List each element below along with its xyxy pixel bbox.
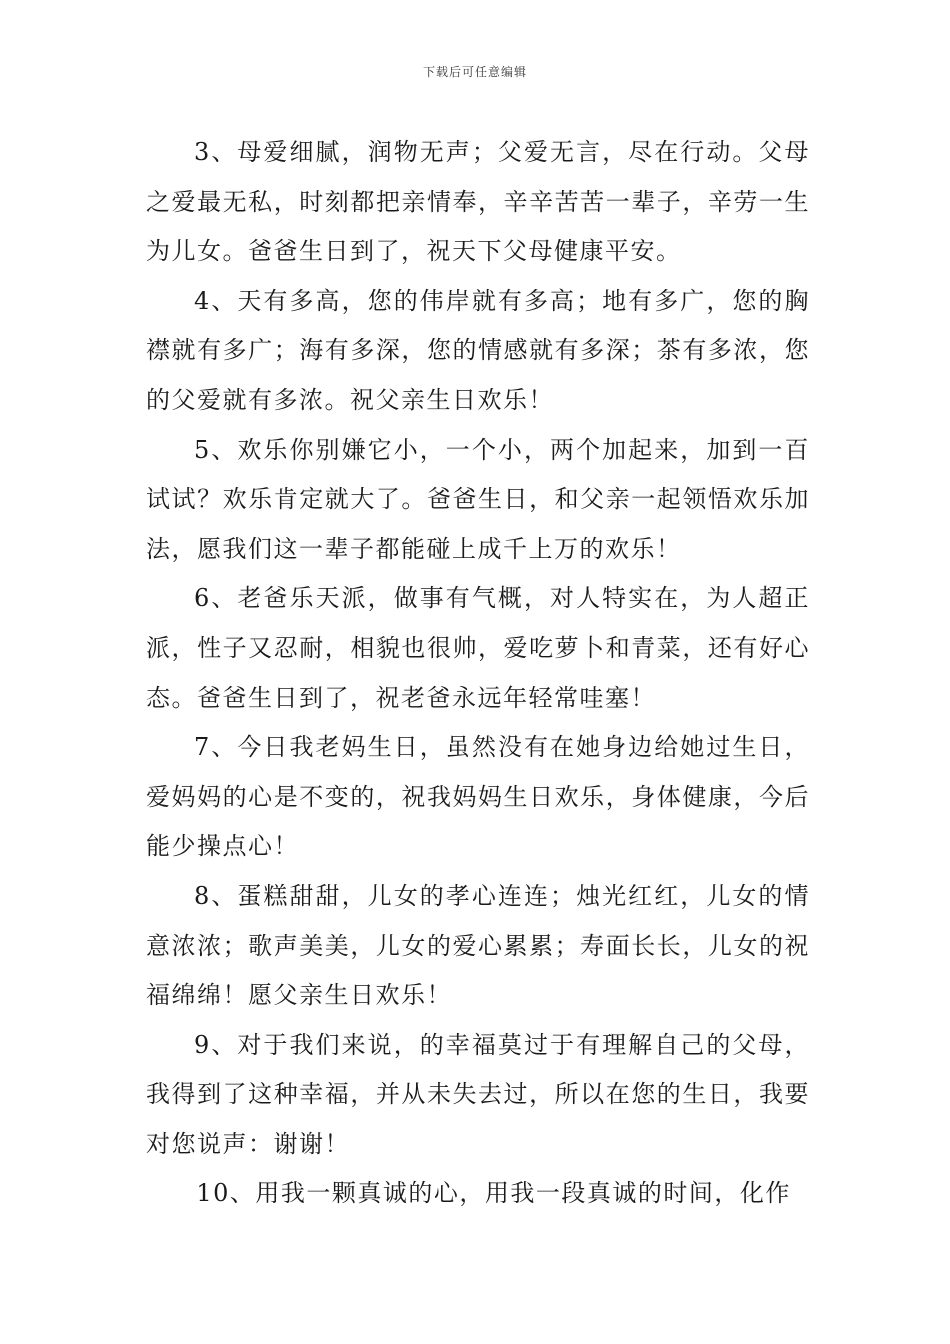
paragraph-10: 10、用我一颗真诚的心，用我一段真诚的时间，化作 — [196, 1179, 791, 1208]
paragraph-3: 3、母爱细腻，润物无声；父爱无言，尽在行动。父母之爱最无私，时刻都把亲情奉，辛辛苦苦一辈子，辛劳一生为儿女。爸爸生日到了，祝天下父母健康平安。 — [146, 138, 810, 266]
page-header: 下载后可任意编辑 — [422, 65, 527, 79]
paragraph-8: 8、蛋糕甜甜，儿女的孝心连连；烛光红红，儿女的情意浓浓；歌声美美，儿女的爱心累累；寿面长长，儿女的祝福绵绵！愿父亲生日欢乐！ — [146, 881, 810, 1010]
paragraph-4: 4、天有多高，您的伟岸就有多高；地有多广，您的胸襟就有多广；海有多深，您的情感就有多深；茶有多浓，您的父爱就有多浓。祝父亲生日欢乐！ — [146, 286, 810, 414]
document-body — [146, 128, 810, 1219]
paragraph-7: 7、今日我老妈生日，虽然没有在她身边给她过生日，爱妈妈的心是不变的，祝我妈妈生日欢乐，身体健康，今后能少操点心！ — [146, 733, 810, 861]
paragraph-9: 9、对于我们来说，的幸福莫过于有理解自己的父母，我得到了这种幸福，并从未失去过，所以在您的生日，我要对您说声：谢谢！ — [146, 1030, 810, 1158]
paragraph-5: 5、欢乐你别嫌它小，一个小，两个加起来，加到一百试试？欢乐肯定就大了。爸爸生日，和父亲一起领悟欢乐加法，愿我们这一辈子都能碰上成千上万的欢乐！ — [146, 435, 810, 563]
paragraph-6: 6、老爸乐天派，做事有气概，对人特实在，为人超正派，性子又忍耐，相貌也很帅，爱吃萝卜和青菜，还有好心态。爸爸生日到了，祝老爸永远年轻常哇塞！ — [146, 584, 810, 712]
